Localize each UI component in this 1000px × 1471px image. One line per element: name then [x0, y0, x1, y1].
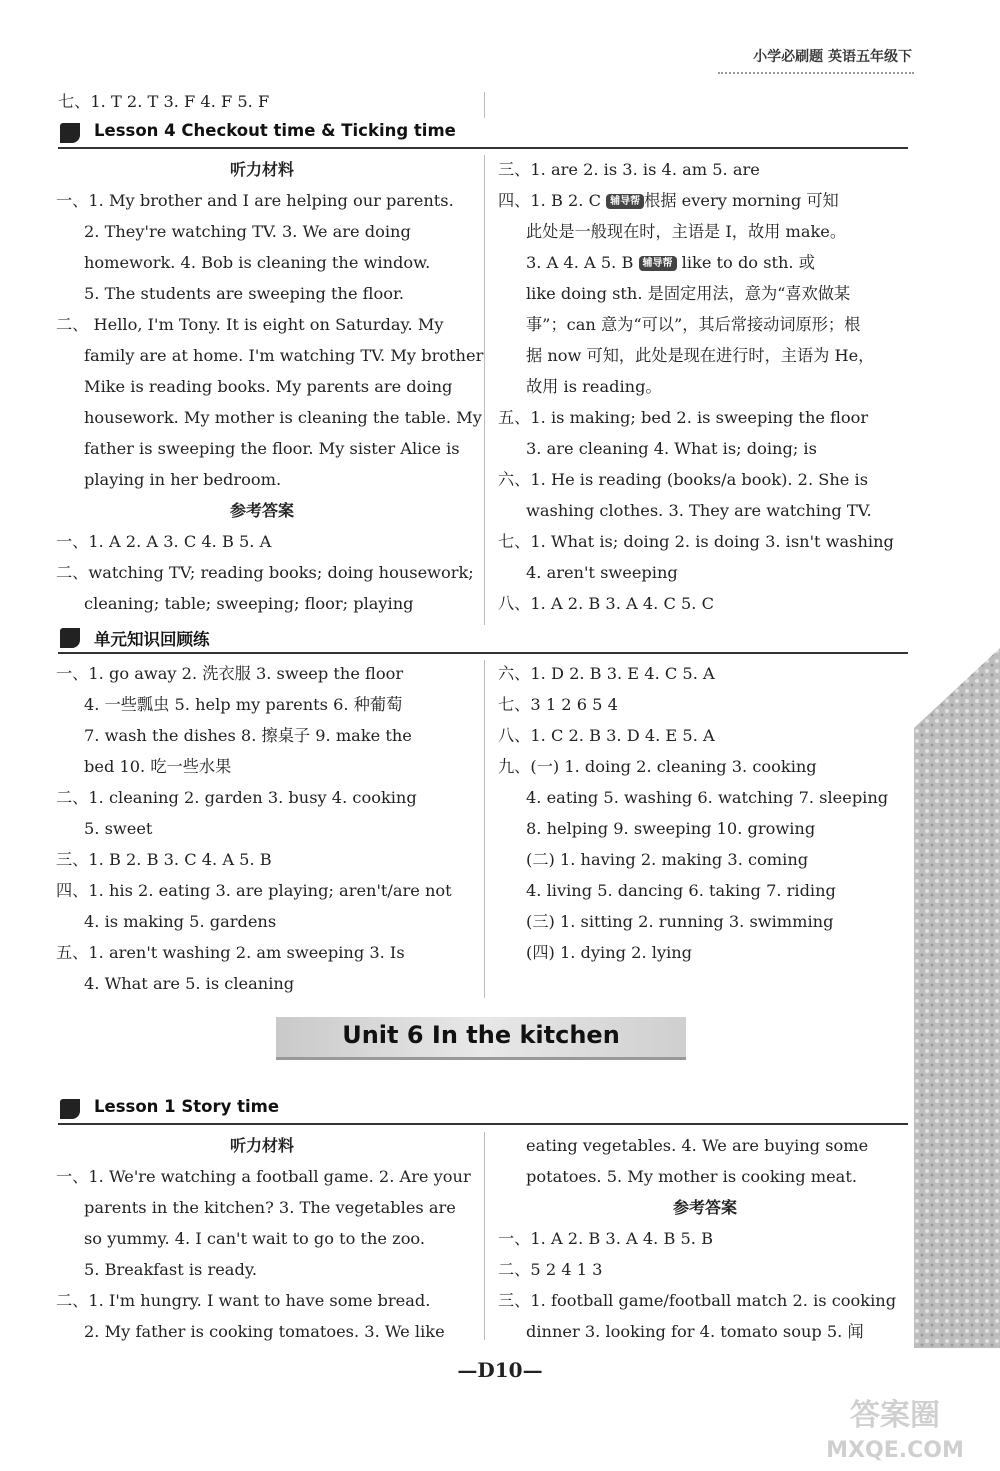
lesson4-title: Lesson 4 Checkout time & Ticking time [94, 121, 456, 140]
text-line: 5. Breakfast is ready. [84, 1260, 257, 1279]
answer-line: 7. wash the dishes 8. 擦桌子 9. make the [84, 726, 412, 745]
answer-line: 二、5 2 4 1 3 [498, 1260, 603, 1279]
text-line: Mike is reading books. My parents are doing [84, 377, 453, 396]
svg-text:MXQE.COM: MXQE.COM [826, 1438, 964, 1463]
answer-line: 三、1. football game/football match 2. is cooking [498, 1291, 897, 1310]
answer-text: 3. A 4. A 5. B [526, 253, 634, 272]
answer-line: 一、1. A 2. B 3. A 4. B 5. B [498, 1229, 713, 1248]
answer-line: 一、1. go away 2. 洗衣服 3. sweep the floor [56, 664, 404, 683]
tip-line: 据 now 可知，此处是现在进行时，主语为 He， [526, 346, 875, 365]
answer-line: 四、1. his 2. eating 3. are playing; aren't/are not [56, 881, 452, 900]
text-line: parents in the kitchen? 3. The vegetables are [84, 1198, 456, 1217]
listen-heading: 听力材料 [229, 160, 294, 179]
review-title-bar [58, 624, 908, 654]
tip-line: 故用 is reading。 [526, 377, 662, 396]
review-left-column [56, 658, 468, 999]
answer-line: 4. eating 5. washing 6. watching 7. sleeping [526, 788, 889, 807]
header-divider [718, 72, 914, 74]
answer-line: 4. aren't sweeping [526, 563, 678, 582]
text-line: eating vegetables. 4. We are buying some [526, 1136, 869, 1155]
answer-line: 六、1. He is reading (books/a book). 2. She is [498, 470, 868, 489]
answer-line: 七、1. T 2. T 3. F 4. F 5. F [58, 92, 270, 111]
text-line: father is sweeping the floor. My sister Alice is [84, 439, 460, 458]
lesson1-right-column [498, 1130, 912, 1347]
decorative-side-pattern [914, 648, 1000, 1348]
text-line: playing in her bedroom. [84, 470, 282, 489]
column-divider [484, 92, 485, 118]
listen-heading: 听力材料 [229, 1136, 294, 1155]
tip-badge-icon: 辅导帮 [606, 194, 644, 209]
answer-line: bed 10. 吃一些水果 [84, 757, 232, 776]
answer-line [498, 247, 912, 278]
answer-line: (四) 1. dying 2. lying [526, 943, 693, 962]
text-line: housework. My mother is cleaning the table. My [84, 408, 482, 427]
section-marker-icon [60, 1099, 80, 1119]
answer-heading: 参考答案 [229, 501, 294, 520]
lesson1-title: Lesson 1 Story time [94, 1097, 280, 1116]
section-marker-icon [60, 123, 80, 143]
tip-badge-icon: 辅导帮 [639, 256, 677, 271]
answer-line: 五、1. is making; bed 2. is sweeping the floor [498, 408, 869, 427]
text-line: 2. My father is cooking tomatoes. 3. We like [84, 1322, 445, 1341]
top-answers [58, 86, 478, 117]
answer-line: dinner 3. looking for 4. tomato soup 5. 闻 [526, 1322, 864, 1341]
section-marker-icon [60, 628, 80, 648]
answer-line: 三、1. are 2. is 3. is 4. am 5. are [498, 160, 760, 179]
review-right-column [498, 658, 912, 968]
text-line: 2. They're watching TV. 3. We are doing [84, 222, 411, 241]
text-line: 一、1. We're watching a football game. 2. Are your [56, 1167, 471, 1186]
watermark-logo [795, 1385, 995, 1465]
tip-line: 此处是一般现在时，主语是 I，故用 make。 [526, 222, 847, 241]
answer-text: 四、1. B 2. C [498, 191, 601, 210]
text-line: family are at home. I'm watching TV. My brother [84, 346, 484, 365]
answer-line: 4. is making 5. gardens [84, 912, 277, 931]
answer-line: 二、watching TV; reading books; doing housework; [56, 563, 474, 582]
text-line: 一、1. My brother and I are helping our parents. [56, 191, 454, 210]
answer-line: 七、3 1 2 6 5 4 [498, 695, 618, 714]
answer-line: 4. 一些瓢虫 5. help my parents 6. 种葡萄 [84, 695, 403, 714]
lesson4-title-bar [58, 119, 908, 149]
lesson4-right-column [498, 154, 912, 619]
column-divider [484, 660, 485, 998]
answer-line: 七、1. What is; doing 2. is doing 3. isn't washing [498, 532, 894, 551]
answer-line: 三、1. B 2. B 3. C 4. A 5. B [56, 850, 272, 869]
answer-line: 5. sweet [84, 819, 153, 838]
text-line: homework. 4. Bob is cleaning the window. [84, 253, 431, 272]
answer-line: washing clothes. 3. They are watching TV. [526, 501, 872, 520]
column-divider [484, 1132, 485, 1340]
answer-line: 二、1. cleaning 2. garden 3. busy 4. cooking [56, 788, 417, 807]
answer-line: 8. helping 9. sweeping 10. growing [526, 819, 816, 838]
review-title: 单元知识回顾练 [94, 630, 210, 649]
lesson1-left-column [56, 1130, 471, 1347]
lesson1-title-bar [58, 1095, 908, 1125]
answer-line: (三) 1. sitting 2. running 3. swimming [526, 912, 834, 931]
answer-line [498, 185, 912, 216]
text-line: 二、 Hello, I'm Tony. It is eight on Saturday. My [56, 315, 444, 334]
unit-banner [276, 1017, 686, 1060]
text-line: 5. The students are sweeping the floor. [84, 284, 405, 303]
text-line: potatoes. 5. My mother is cooking meat. [526, 1167, 857, 1186]
tip-line: 事”；can 意为“可以”，其后常接动词原形；根 [526, 315, 861, 334]
answer-heading: 参考答案 [672, 1198, 737, 1217]
answer-line: (二) 1. having 2. making 3. coming [526, 850, 809, 869]
answer-line: 六、1. D 2. B 3. E 4. C 5. A [498, 664, 715, 683]
text-line: 二、1. I'm hungry. I want to have some bread. [56, 1291, 431, 1310]
answer-line: 3. are cleaning 4. What is; doing; is [526, 439, 817, 458]
lesson4-left-column [56, 154, 484, 619]
answer-line: 八、1. C 2. B 3. D 4. E 5. A [498, 726, 715, 745]
answer-line: cleaning; table; sweeping; floor; playing [84, 594, 414, 613]
answer-line: 八、1. A 2. B 3. A 4. C 5. C [498, 594, 714, 613]
answer-line: 九、(一) 1. doing 2. cleaning 3. cooking [498, 757, 817, 776]
book-header: 小学必刷题 英语五年级下 [753, 49, 912, 65]
answer-line: 一、1. A 2. A 3. C 4. B 5. A [56, 532, 272, 551]
text-line: so yummy. 4. I can't wait to go to the zoo. [84, 1229, 426, 1248]
column-divider [484, 155, 485, 625]
tip-line: like doing sth. 是固定用法，意为“喜欢做某 [526, 284, 851, 303]
answer-line: 五、1. aren't washing 2. am sweeping 3. Is [56, 943, 405, 962]
unit-title: Unit 6 In the kitchen [342, 1021, 620, 1049]
tip-text: like to do sth. 或 [681, 253, 815, 272]
svg-text:答案圈: 答案圈 [850, 1398, 940, 1433]
tip-text: 根据 every morning 可知 [644, 191, 839, 210]
answer-line: 4. What are 5. is cleaning [84, 974, 295, 993]
page-number: —D10— [457, 1358, 543, 1382]
answer-line: 4. living 5. dancing 6. taking 7. riding [526, 881, 836, 900]
